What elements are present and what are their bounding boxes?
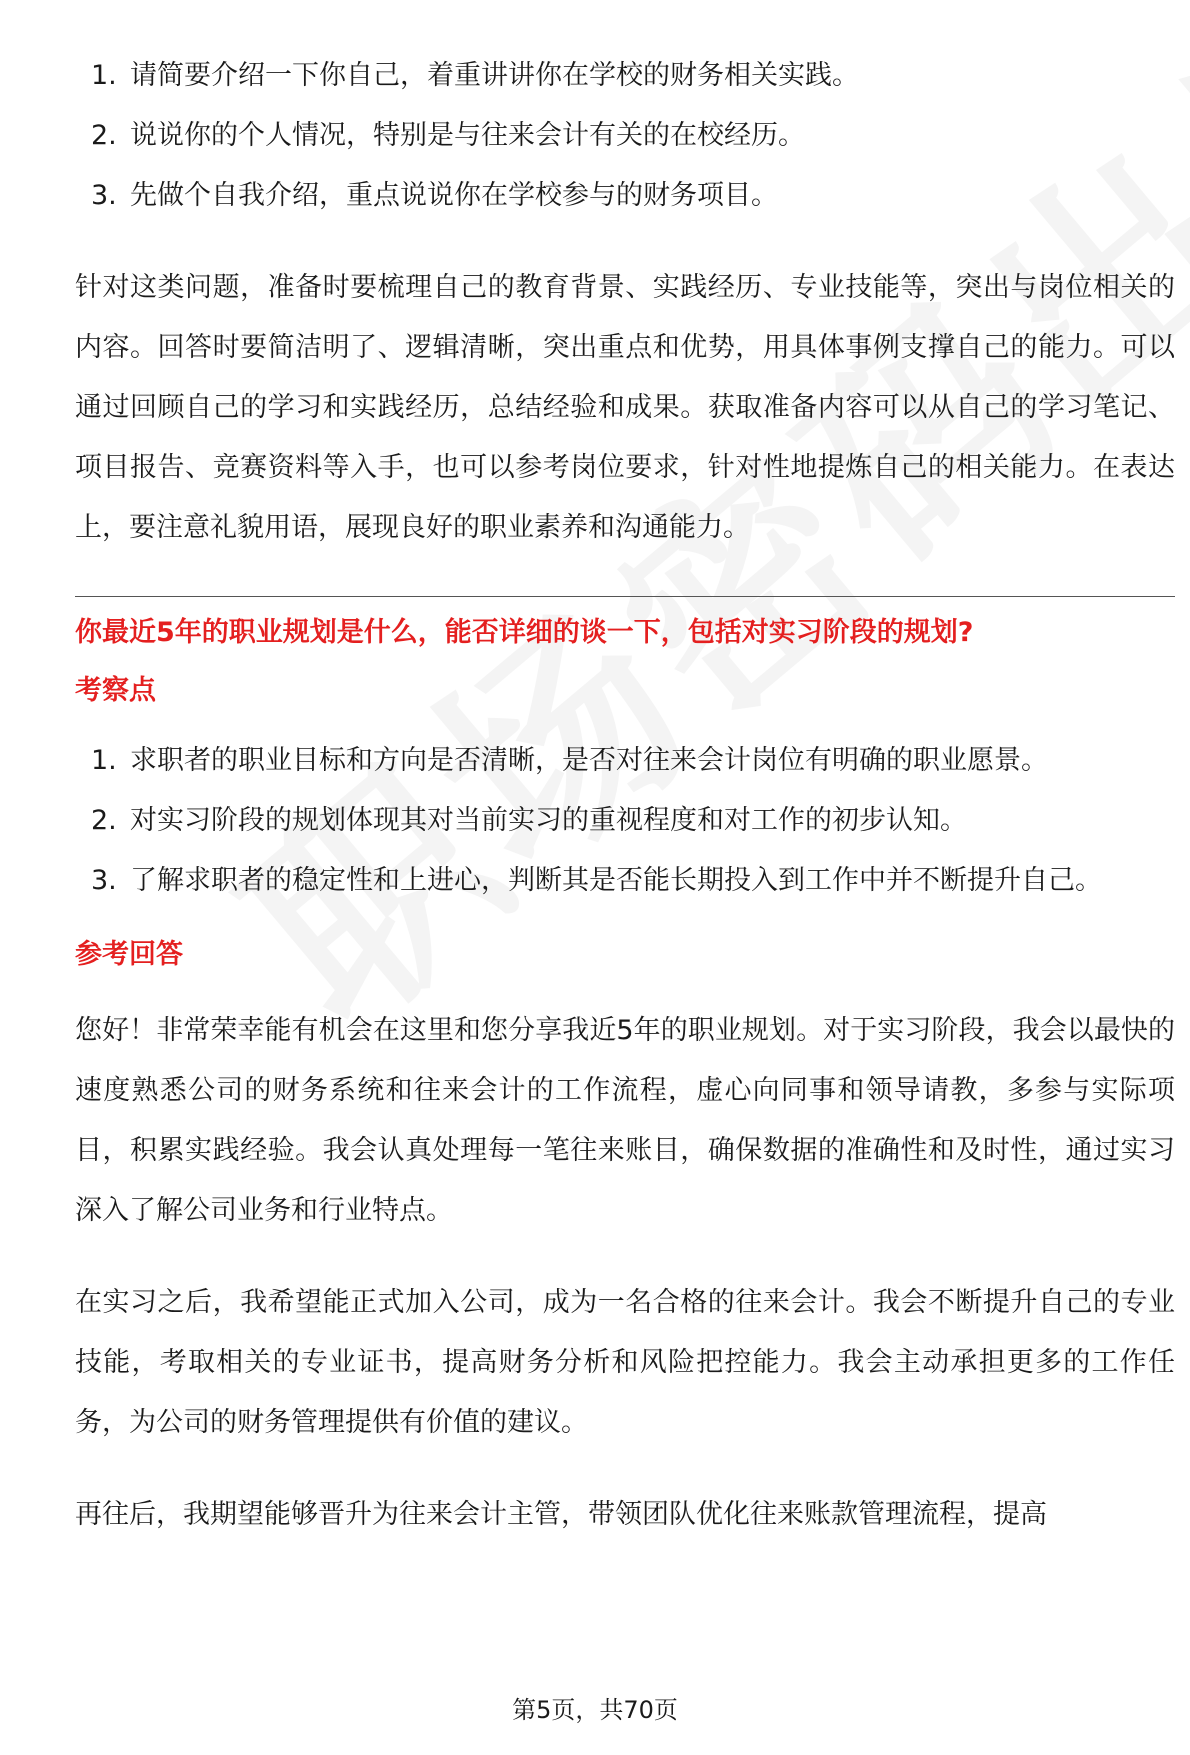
list-number: 3.: [91, 865, 117, 896]
list-text: 了解求职者的稳定性和上进心，判断其是否能长期投入到工作中并不断提升自己。: [130, 865, 1102, 896]
list-text: 说说你的个人情况，特别是与往来会计有关的在校经历。: [130, 120, 805, 151]
list-item: [75, 851, 1175, 911]
section-divider: [75, 596, 1175, 597]
answer-paragraph: 再往后，我期望能够晋升为往来会计主管，带领团队优化往来账款管理流程，提高: [75, 1499, 1047, 1530]
list-text: 请简要介绍一下你自己，着重讲讲你在学校的财务相关实践。: [130, 60, 859, 91]
answer-paragraph: 您好！非常荣幸能有机会在这里和您分享我近5年的职业规划。对于实习阶段，我会以最快的速度熟悉公司的财务系统和往来会计的工作流程，虚心向同事和领导请教，多参与实际项目，积累实践经验。我会认真处理每一笔往来账目，确保数据的准确性和及时性，通过实习深入了解公司业务和行业特点。: [75, 1015, 1175, 1226]
intro-question-list: [75, 46, 1175, 226]
list-item: [75, 731, 1175, 791]
document-page: [75, 60, 1175, 1545]
focus-heading: 考察点: [75, 675, 156, 706]
list-text: 对实习阶段的规划体现其对当前实习的重视程度和对工作的初步认知。: [130, 805, 967, 836]
list-item: [75, 166, 1175, 226]
list-text: 求职者的职业目标和方向是否清晰，是否对往来会计岗位有明确的职业愿景。: [130, 745, 1048, 776]
list-text: 先做个自我介绍，重点说说你在学校参与的财务项目。: [130, 180, 778, 211]
list-number: 1.: [91, 60, 117, 91]
list-number: 1.: [91, 745, 117, 776]
list-item: [75, 106, 1175, 166]
list-number: 3.: [91, 180, 117, 211]
answer-heading: 参考回答: [75, 939, 183, 970]
page-number-footer: 第5页，共70页: [512, 1696, 678, 1724]
interview-question: 你最近5年的职业规划是什么，能否详细的谈一下，包括对实习阶段的规划?: [75, 617, 974, 648]
list-number: 2.: [91, 120, 117, 151]
list-item: [75, 46, 1175, 106]
focus-point-list: [75, 731, 1175, 911]
list-number: 2.: [91, 805, 117, 836]
list-item: [75, 791, 1175, 851]
intro-advice-paragraph: 针对这类问题，准备时要梳理自己的教育背景、实践经历、专业技能等，突出与岗位相关的内容。回答时要简洁明了、逻辑清晰，突出重点和优势，用具体事例支撑自己的能力。可以通过回顾自己的学习和实践经历，总结经验和成果。获取准备内容可以从自己的学习笔记、项目报告、竞赛资料等入手，也可以参考岗位要求，针对性地提炼自己的相关能力。在表达上，要注意礼貌用语，展现良好的职业素养和沟通能力。: [75, 272, 1175, 543]
answer-paragraph: 在实习之后，我希望能正式加入公司，成为一名合格的往来会计。我会不断提升自己的专业技能，考取相关的专业证书，提高财务分析和风险把控能力。我会主动承担更多的工作任务，为公司的财务管理提供有价值的建议。: [75, 1287, 1175, 1438]
